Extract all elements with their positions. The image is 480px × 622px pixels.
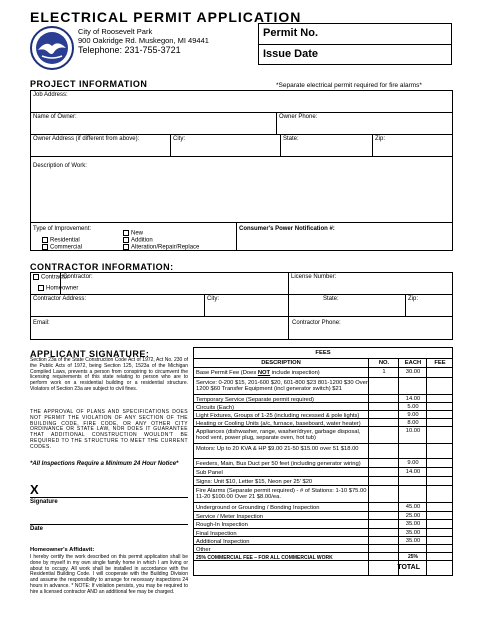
divider	[276, 112, 277, 134]
fee-description: Signs: Unit $10, Letter $15, Neon per 25' $20	[196, 478, 313, 485]
fees-total: TOTAL	[397, 564, 420, 571]
fee-description: Additional Inspection	[196, 538, 250, 545]
fee-row	[194, 444, 452, 459]
date-line[interactable]	[30, 524, 188, 525]
fee-description: Feeders, Main, Bus Duct per 50 feet (including generator wiring)	[196, 460, 361, 467]
signature-label: Signature	[30, 499, 58, 505]
city-seal-icon	[30, 26, 74, 70]
org-address: 900 Oakridge Rd. Muskegon, MI 49441	[78, 36, 209, 45]
fee-description: Service / Meter Inspection	[196, 513, 264, 520]
checkbox-icon[interactable]	[123, 230, 129, 236]
contractor-zip-field[interactable]: Zip:	[408, 296, 419, 302]
base-no[interactable]: 1	[382, 369, 386, 375]
fee-each: 25.00	[405, 513, 421, 519]
signature-x-mark: X	[30, 482, 39, 497]
fee-row	[194, 411, 452, 419]
type-of-improvement-label: Type of Improvement:	[33, 226, 92, 232]
section-23a-text: Section 23a of the State Construction Code Act of 1972, Act No. 230 of the Public Acts of 1972, being Section 125, 1523a of the Michigan Compiled Laws, prevents a person from conspiring to circumvent the licensing requirements of this state relating to person who are to perform work on a residential building or a residential structure. Violators of Section 23a are subject to civil fines.	[30, 357, 188, 392]
fee-row	[194, 459, 452, 468]
permit-no-label[interactable]: Permit No.	[263, 27, 319, 39]
fee-row	[194, 512, 452, 520]
org-name: City of Roosevelt Park	[78, 27, 153, 36]
fee-description: Heating or Cooling Units (a/c, furnace, baseboard, water heater)	[196, 420, 361, 427]
fee-description: Sub Panel	[196, 469, 223, 476]
contractor-state-field[interactable]: State:	[323, 296, 339, 302]
permit-box	[258, 23, 452, 65]
inspection-notice: *All Inspections Require a Minimum 24 Hour Notice*	[30, 461, 179, 467]
fee-each: 8.00	[407, 420, 419, 426]
fee-row	[194, 520, 452, 529]
divider	[426, 359, 427, 575]
fee-row	[194, 545, 452, 553]
fee-description: Service: 0-200 $15, 201-600 $20, 601-800 $23 801-1200 $30 Over 1200 $60 Transfer Equipment (incl generator switch) $21	[196, 379, 368, 392]
fee-row-base: Base Permit Fee (Does NOT include inspection) 1 30.00	[194, 368, 452, 378]
fee-description: Temporary Service (Separate permit required)	[196, 396, 314, 403]
power-notification-field[interactable]: Consumer's Power Notification #:	[239, 226, 335, 232]
divider	[30, 222, 453, 223]
signature-heading: APPLICANT SIGNATURE:	[30, 349, 150, 359]
checkbox-residential[interactable]: Residential	[42, 237, 80, 244]
divider	[398, 359, 399, 575]
divider	[30, 294, 453, 295]
fee-description: Fire Alarms (Separate permit required) - # of Stations: 1-10 $75.00 11-20 $100.00 Over 21 $8.00/ea.	[196, 487, 367, 500]
fee-row	[194, 403, 452, 411]
contractor-phone-field[interactable]: Contractor Phone:	[292, 320, 341, 326]
col-fee: FEE	[434, 360, 446, 366]
fee-description: Light Fixtures, Groups of 1-25 (including recessed & pole lights)	[196, 412, 360, 419]
divider	[368, 359, 369, 575]
affidavit-title: Homeowner's Affidavit:	[30, 547, 95, 553]
base-each: 30.00	[405, 369, 421, 375]
fee-description: Appliances (dishwasher, range, washer/dryer, garbage disposal, hood vent, power plug, separate oven, hot tub)	[196, 428, 361, 441]
affidavit-text: I hereby certify the work described on this permit application shall be done by myself in my own single family home in which I am living or about to occupy. All work shall be installed in accordance with the Residential Building Code. I will cooperate with the Building Division and assume the responsibility to arrange for necessary inspections 24 hours in advance. * NOTE: If violation persists, you may be required to hire a licensed contractor AND an additional fee may be charged.	[30, 554, 188, 595]
org-telephone: Telephone: 231-755-3721	[78, 45, 181, 55]
fee-each: 14.00	[405, 396, 421, 402]
org-address-block	[78, 27, 209, 55]
fee-description: Underground or Grounding / Bonding Inspection	[196, 504, 320, 511]
fees-header-row	[194, 359, 452, 368]
fee-description: 25% COMMERCIAL FEE – FOR ALL COMMERCIAL WORK	[196, 554, 333, 561]
contractor-name-field[interactable]: Contractor:	[63, 274, 93, 280]
col-no: NO.	[378, 360, 390, 366]
fees-heading: FEES	[194, 348, 452, 359]
owner-name-field[interactable]: Name of Owner:	[33, 114, 77, 120]
checkbox-icon[interactable]	[42, 237, 48, 243]
fee-row	[194, 529, 452, 537]
fee-description: Motors: Up to 20 KVA & HP $9.00 21-50 $15.00 over 51 $18.00	[196, 445, 359, 452]
fee-rows	[194, 378, 452, 561]
form-title: ELECTRICAL PERMIT APPLICATION	[30, 9, 302, 25]
fee-each: 45.00	[405, 504, 421, 510]
col-each: EACH	[404, 360, 422, 366]
email-field[interactable]: Email:	[33, 320, 50, 326]
fee-description: Circuits (Each)	[196, 404, 235, 411]
checkbox-commercial[interactable]: Commercial	[42, 244, 82, 251]
checkbox-addition[interactable]: Addition	[123, 237, 153, 244]
fee-each: 9.00	[407, 460, 419, 466]
date-label: Date	[30, 526, 44, 532]
owner-address-field[interactable]: Owner Address (if different from above):	[33, 136, 140, 142]
divider	[30, 112, 453, 113]
divider	[30, 134, 453, 135]
license-number-field[interactable]: License Number:	[291, 274, 337, 280]
divider	[30, 316, 453, 317]
contractor-info-box	[30, 272, 453, 340]
divider	[170, 134, 171, 156]
fee-each: 9.00	[407, 412, 419, 418]
divider	[288, 272, 289, 340]
fees-table	[193, 347, 453, 576]
divider	[280, 134, 281, 156]
fee-each: 25%	[407, 554, 418, 560]
fee-each: 35.00	[405, 521, 421, 527]
fee-description: Other	[196, 546, 211, 553]
fee-row	[194, 486, 452, 503]
fee-row	[194, 378, 452, 395]
contractor-city-field[interactable]: City:	[207, 296, 219, 302]
checkbox-alteration[interactable]: Alteration/Repair/Replace	[123, 244, 199, 251]
col-description: DESCRIPTION	[261, 360, 301, 366]
owner-phone-field[interactable]: Owner Phone:	[279, 114, 318, 120]
contractor-address-field[interactable]: Contractor Address:	[33, 296, 87, 302]
divider	[372, 134, 373, 156]
fee-row	[194, 427, 452, 444]
fee-description: Final Inspection	[196, 530, 237, 537]
fee-row	[194, 537, 452, 545]
owner-city-field[interactable]: City:	[173, 136, 185, 142]
issue-date-label[interactable]: Issue Date	[259, 44, 451, 64]
option-contractor[interactable]: Contractor	[33, 274, 69, 281]
fee-row	[194, 419, 452, 427]
divider	[204, 294, 205, 316]
checkbox-icon[interactable]	[38, 285, 44, 291]
fee-row	[194, 477, 452, 486]
fee-row	[194, 503, 452, 512]
fee-row	[194, 468, 452, 477]
checkbox-icon[interactable]	[42, 244, 48, 250]
fee-description: Rough-In Inspection	[196, 521, 248, 528]
fee-each: 10.00	[405, 428, 421, 434]
fee-each: 14.00	[405, 469, 421, 475]
owner-state-field[interactable]: State:	[283, 136, 299, 142]
option-homeowner[interactable]: Homeowner	[38, 285, 78, 292]
checkbox-icon[interactable]	[123, 244, 129, 250]
fire-alarm-note: *Separate electrical permit required for fire alarms*	[276, 82, 422, 89]
fee-row	[194, 395, 452, 403]
job-address-field[interactable]: Job Address:	[33, 92, 68, 98]
fee-each: 5.00	[407, 404, 419, 410]
owner-zip-field[interactable]: Zip:	[375, 136, 386, 142]
checkbox-new[interactable]: New	[123, 230, 143, 237]
description-field[interactable]: Description of Work:	[33, 163, 87, 169]
signature-line[interactable]	[30, 497, 188, 498]
divider	[405, 294, 406, 316]
fee-each: 35.00	[405, 530, 421, 536]
project-heading: PROJECT INFORMATION	[30, 79, 148, 89]
divider	[30, 156, 453, 157]
approval-disclaimer: THE APPROVAL OF PLANS AND SPECIFICATIONS DOES NOT PERMIT THE VIOLATION OF ANY SECTION OF THE BUILDING CODE, FIRE CODE, OR ANY OTHER CITY ORDINANCE OR STATE LAW, NOR DOES IT GUARANTEE THAT ADDITIONAL CONSTRUCTION WOULDN'T BE REQUIRED TO THE STRUCTURE TO MEET THE CURRENT CODES.	[30, 409, 188, 450]
contractor-heading: CONTRACTOR INFORMATION:	[30, 262, 174, 272]
checkbox-icon[interactable]	[33, 274, 39, 280]
divider	[236, 222, 237, 251]
fee-each: 35.00	[405, 538, 421, 544]
checkbox-icon[interactable]	[123, 237, 129, 243]
fee-row	[194, 553, 452, 561]
